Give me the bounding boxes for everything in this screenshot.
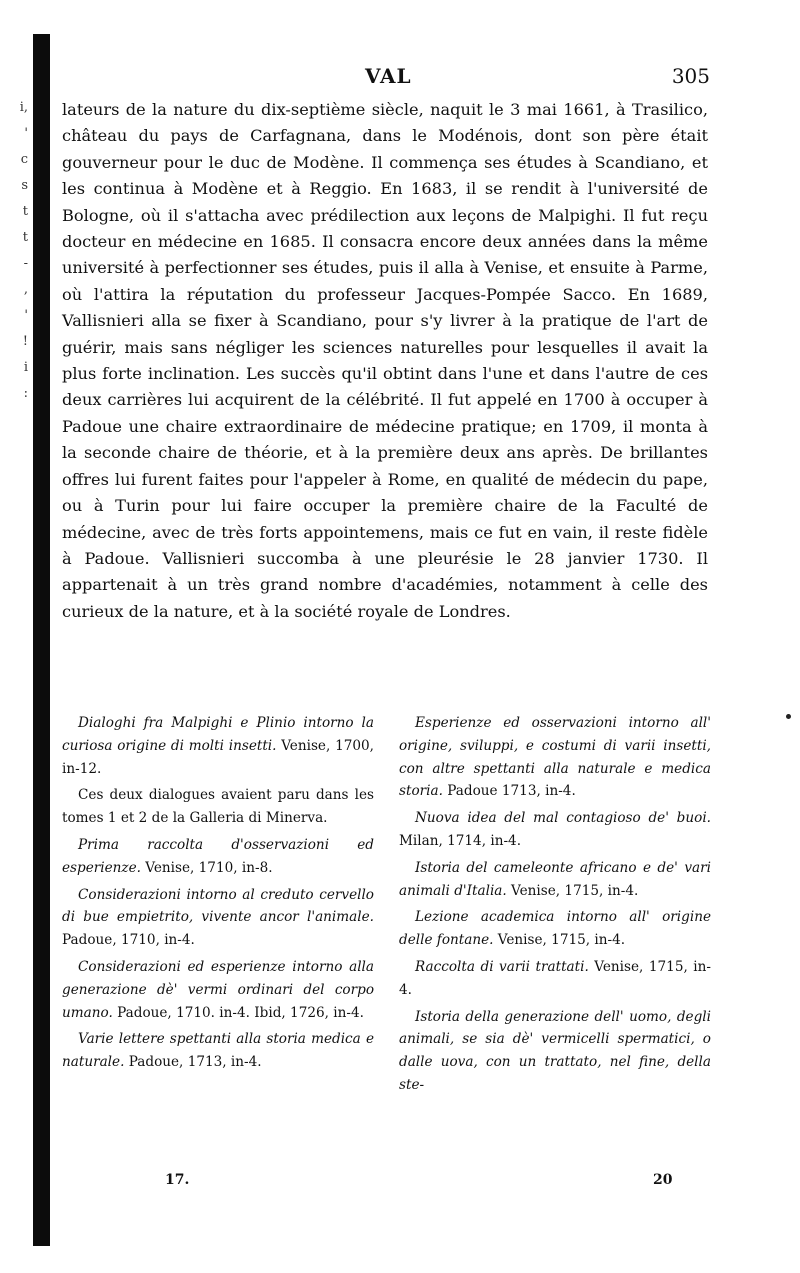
margin-mark: : <box>23 386 28 401</box>
margin-marks <box>0 95 30 407</box>
margin-mark: t <box>22 204 28 219</box>
bibliography-left-column <box>62 712 374 1078</box>
running-head: VAL <box>365 64 412 88</box>
entry-title: Dialoghi fra Malpighi e Plinio intorno la curiosa origine di molti insetti. <box>62 715 374 754</box>
entry-title: Istoria della generazione dell' uomo, degli animali, se sia dè' vermicelli spermatici, o dalle uova, con un trattato, nel fine, della ste- <box>399 1008 711 1093</box>
margin-mark: t <box>22 230 28 245</box>
entry-title: Prima raccolta d'osservazioni ed esperienze. <box>62 836 374 876</box>
bibliography-entry <box>399 956 711 1002</box>
bibliography-entry <box>62 956 374 1024</box>
entry-title: Esperienze ed osservazioni intorno all' origine, sviluppi, e costumi di varii insetti, con altre spettanti alla naturale e medica storia. <box>399 715 711 800</box>
margin-mark: - <box>23 256 28 271</box>
margin-mark: ' <box>24 126 28 141</box>
entry-imprint: Padoue 1713, in-4. <box>442 783 576 800</box>
entry-title: Considerazioni intorno al creduto cervello di bue empietrito, vivente ancor l'animale. <box>62 886 374 926</box>
bibliography-entry <box>399 712 711 803</box>
entry-imprint: Padoue, 1713, in-4. <box>124 1054 262 1071</box>
entry-imprint: Milan, 1714, in-4. <box>399 832 522 849</box>
page-number: 305 <box>671 64 710 88</box>
entry-title: Istoria del cameleonte africano e de' vari animali d'Italia. <box>399 859 711 899</box>
bibliography-entry <box>399 906 711 952</box>
margin-mark: ! <box>22 334 28 349</box>
margin-mark: , <box>23 282 28 297</box>
page-header <box>60 64 710 94</box>
margin-mark: i, <box>19 100 28 115</box>
entry-imprint: Padoue, 1710. in-4. Ibid, 1726, in-4. <box>112 1004 364 1021</box>
signature-mark-right: 20 <box>653 1172 673 1188</box>
entry-imprint: Venise, 1700, in-12. <box>62 737 374 777</box>
bibliography-entry <box>399 857 711 903</box>
entry-title: Considerazioni ed esperienze intorno alla generazione dè' vermi ordinari del corpo umano. <box>62 958 374 1021</box>
entry-title: Varie lettere spettanti alla storia medica e naturale. <box>62 1031 374 1071</box>
biography-paragraph: lateurs de la nature du dix-septième siècle, naquit le 3 mai 1661, à Trasilico, château du pays de Carfagnana, dans le Modénois, dont son père était gouverneur pour le duc de Modène. Il commença ses études à Scandiano, et les continua à Modène et à Reggio. En 1683, il se rendit à l'université de Bologne, où il s'attacha avec prédilection aux leçons de Malpighi. Il fut reçu docteur en médecine en 1685. Il consacra encore deux années dans la même université à perfectionner ses études, puis il alla à Venise, et ensuite à Parme, où l'attira la réputation du professeur Jacques-Pompée Sacco. En 1689, Vallisnieri alla se fixer à Scandiano, pour s'y livrer à la pratique de l'art de guérir, mais sans négliger les sciences naturelles pour lesquelles il avait la plus forte inclination. Les succès qu'il obtint dans l'une et dans l'autre de ces deux carrières lui acquirent de la célébrité. Il fut appelé en 1700 à occuper à Padoue une chaire extraordinaire de médecine pratique; en 1709, il monta à la seconde chaire de théorie, et à la première deux ans après. De brillantes offres lui furent faites pour l'appeler à Rome, en qualité de médecin du pape, ou à Turin pour lui faire occuper la première chaire de la Faculté de médecine, avec de très forts appointemens, mais ce fut en vain, il reste fidèle à Padoue. Vallisnieri succomba à une pleurésie le 28 janvier 1730. Il appartenait à un très grand nombre d'académies, notamment à celle des curieux de la nature, et à la société royale de Londres. <box>62 100 708 621</box>
bibliography-right-column <box>399 712 711 1101</box>
bibliography-entry <box>399 1006 711 1097</box>
book-spine-shadow <box>33 34 50 1246</box>
margin-mark: c <box>20 152 28 167</box>
entry-imprint: Venise, 1710, in-8. <box>140 859 273 876</box>
entry-title: Nuova idea del mal contagioso de' buoi. <box>415 810 711 827</box>
bibliography-entry <box>62 784 374 830</box>
entry-imprint: Venise, 1715, in-4. <box>399 958 711 998</box>
entry-imprint: Venise, 1715, in-4. <box>506 882 639 899</box>
entry-imprint: Ces deux dialogues avaient paru dans les tomes 1 et 2 de la Galleria di Minerva. <box>62 787 374 827</box>
bibliography-entry <box>62 884 374 952</box>
bibliography-entry <box>62 1028 374 1074</box>
margin-mark: i <box>23 360 28 375</box>
entry-imprint: Venise, 1715, in-4. <box>493 932 626 949</box>
ink-dot <box>786 714 791 719</box>
entry-title: Lezione academica intorno all' origine delle fontane. <box>399 909 711 949</box>
bibliography-entry <box>62 834 374 880</box>
signature-mark-left: 17. <box>165 1172 190 1188</box>
margin-mark: ' <box>24 308 28 323</box>
entry-title: Raccolta di varii trattati. <box>415 958 589 975</box>
bibliography-entry <box>62 712 374 780</box>
bibliography-entry <box>399 807 711 853</box>
entry-imprint: Padoue, 1710, in-4. <box>62 932 195 949</box>
margin-mark: s <box>21 178 28 193</box>
